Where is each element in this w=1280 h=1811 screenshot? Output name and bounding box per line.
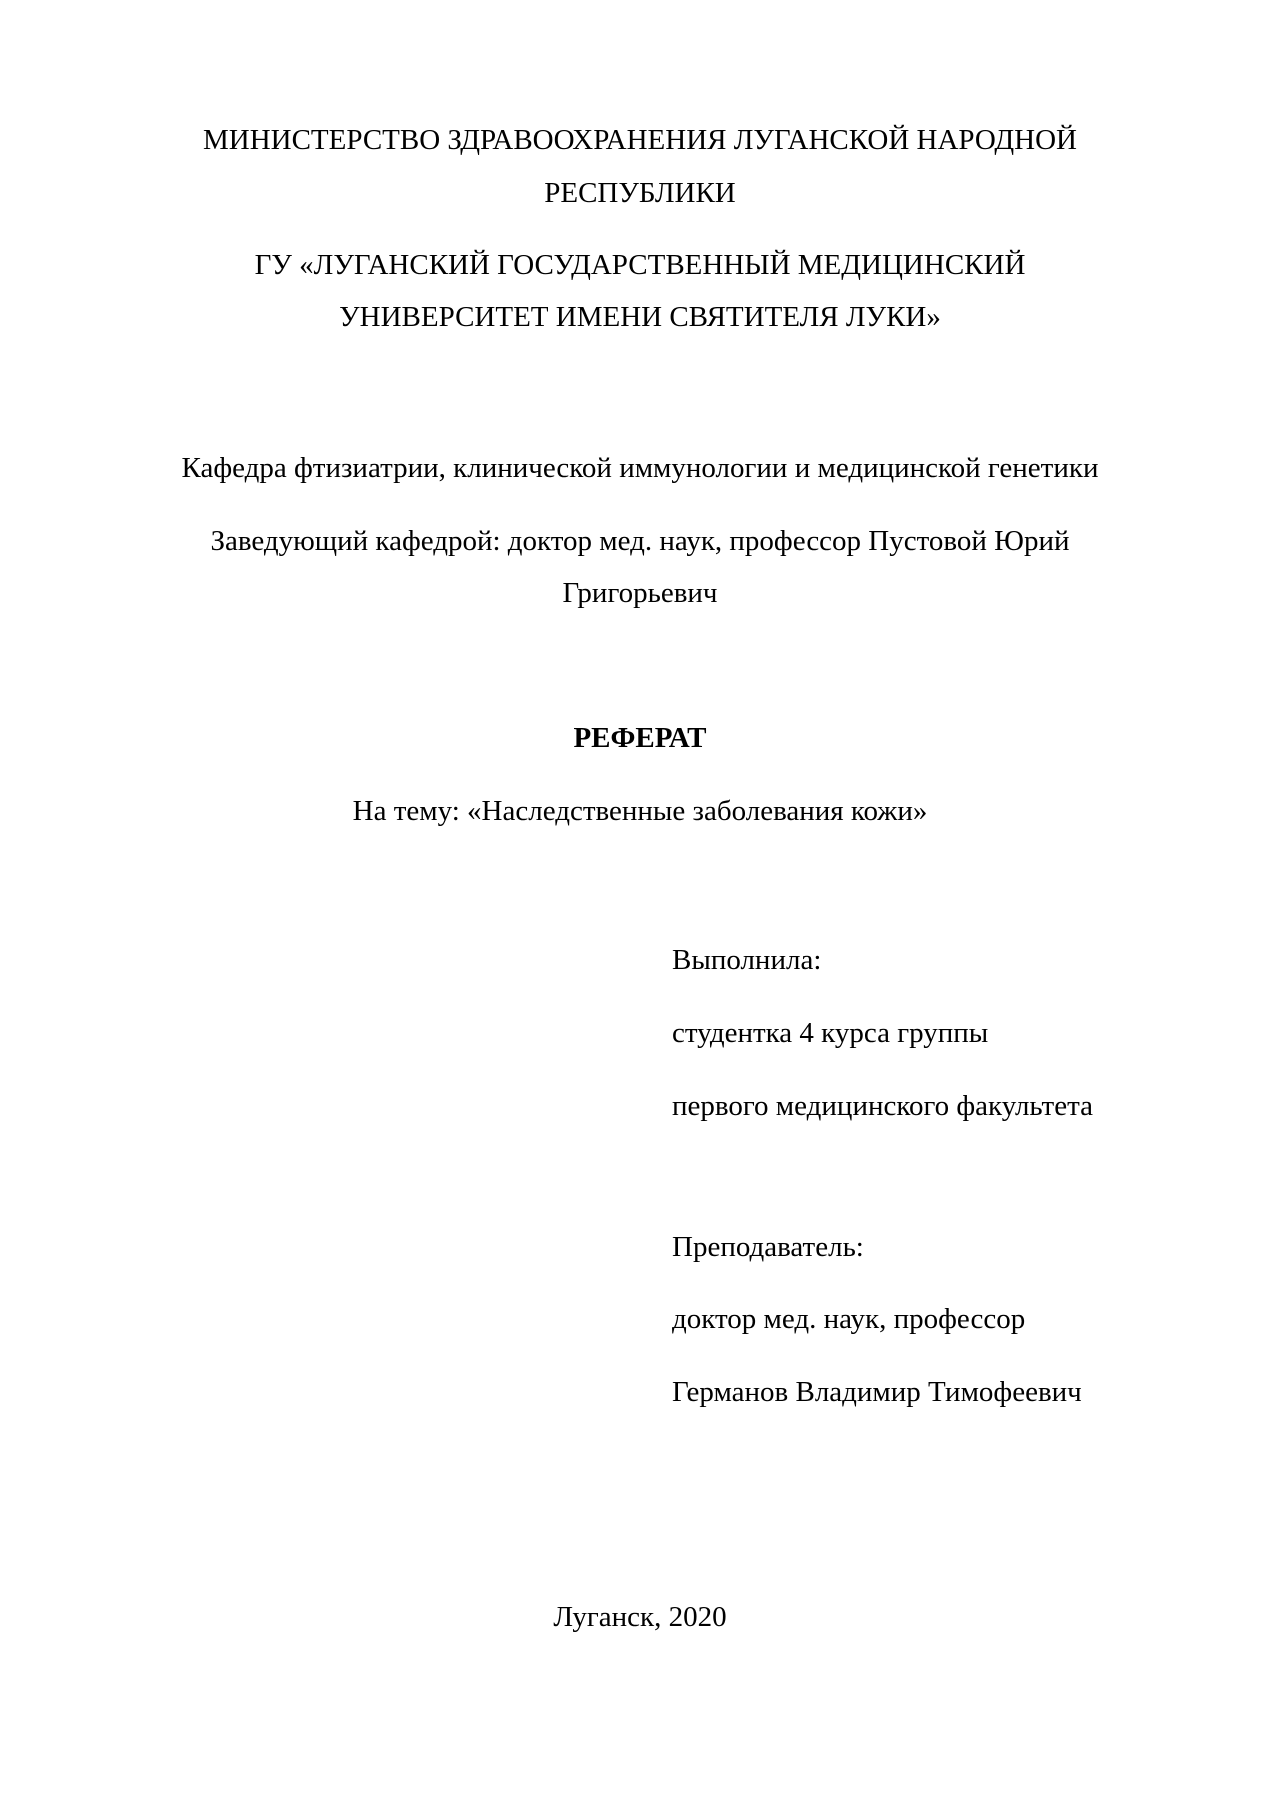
author-label: Выполнила:	[672, 944, 822, 976]
department-head-line-1: Заведующий кафедрой: доктор мед. наук, профессор Пустовой Юрий	[210, 525, 1070, 557]
author-line-1: студентка 4 курса группы	[672, 1017, 989, 1049]
university-line-2: УНИВЕРСИТЕТ ИМЕНИ СВЯТИТЕЛЯ ЛУКИ»	[339, 301, 941, 333]
document-topic: На тему: «Наследственные заболевания кожи»	[352, 795, 928, 827]
department-head-line-2: Григорьевич	[562, 577, 718, 609]
ministry-line-1: МИНИСТЕРСТВО ЗДРАВООХРАНЕНИЯ ЛУГАНСКОЙ НАРОДНОЙ	[202, 124, 1078, 156]
author-line-2: первого медицинского факультета	[672, 1090, 1093, 1122]
place-and-year: Луганск, 2020	[553, 1601, 727, 1633]
teacher-label: Преподаватель:	[672, 1231, 864, 1263]
university-line-1: ГУ «ЛУГАНСКИЙ ГОСУДАРСТВЕННЫЙ МЕДИЦИНСКИЙ	[254, 249, 1026, 281]
department-name: Кафедра фтизиатрии, клинической иммунологии и медицинской генетики	[181, 452, 1099, 484]
ministry-line-2: РЕСПУБЛИКИ	[544, 177, 736, 209]
document-title: РЕФЕРАТ	[573, 722, 707, 754]
teacher-name: Германов Владимир Тимофеевич	[672, 1376, 1082, 1408]
teacher-title: доктор мед. наук, профессор	[672, 1303, 1026, 1335]
